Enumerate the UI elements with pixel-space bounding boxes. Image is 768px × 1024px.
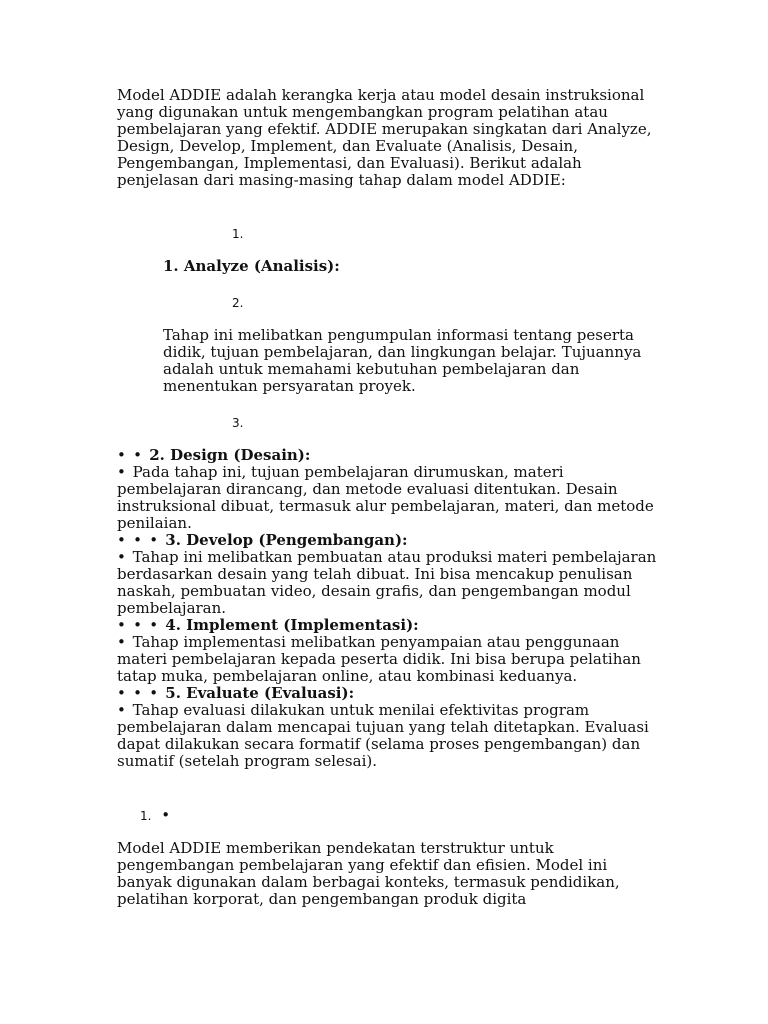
bullet: • — [117, 701, 126, 719]
bullet: • — [133, 531, 142, 549]
stage-body-implement — [117, 634, 657, 685]
closing-paragraph: Model ADDIE memberikan pendekatan terstruktur untuk pengembangan pembelajaran yang efektif dan efisien. Model ini banyak digunakan dalam berbagai konteks, termasuk pendidikan, pelatihan korporat, dan pengembangan produk digita — [117, 839, 620, 908]
stage-body-text: Tahap evaluasi dilakukan untuk menilai efektivitas program pembelajaran dalam mencapai tujuan yang telah ditetapkan. Evaluasi dapat dilakukan secara formatif (selama proses pengembangan) dan sumatif (setelah program selesai). — [117, 701, 649, 770]
stage-heading-implement — [117, 617, 657, 634]
list-number-2: 2. — [232, 296, 244, 310]
intro-paragraph: Model ADDIE adalah kerangka kerja atau model desain instruksional yang digunakan untuk mengembangkan program pelatihan atau pembelajaran yang efektif. ADDIE merupakan singkatan dari Analyze, Design, Develop, Implement, dan Evaluate (Analisis, Desain, Pengembangan, Implementasi, dan Evaluasi). Berikut adalah penjelasan dari masing-masing tahap dalam model ADDIE: — [117, 86, 652, 189]
stage-body-text: Tahap implementasi melibatkan penyampaian atau penggunaan materi pembelajaran kepada peserta didik. Ini bisa berupa pelatihan tatap muka, pembelajaran online, atau kombinasi keduanya. — [117, 633, 641, 685]
list-number-1: 1. — [232, 227, 244, 241]
stage-body-text: Tahap ini melibatkan pembuatan atau produksi materi pembelajaran berdasarkan desain yang telah dibuat. Ini bisa mencakup penulisan naskah, pembuatan video, desain grafis, dan pengembangan modul pembelajaran. — [117, 548, 657, 617]
bullet: • — [149, 531, 159, 549]
stage-heading-design — [117, 447, 657, 464]
bullet: • — [117, 446, 126, 464]
bullet: • — [117, 633, 126, 651]
bullet: • — [117, 684, 126, 702]
stage-body-text: Pada tahap ini, tujuan pembelajaran dirumuskan, materi pembelajaran dirancang, dan metode evaluasi ditentukan. Desain instruksional dibuat, termasuk alur pembelajaran, materi, dan metode penilaian. — [117, 463, 654, 532]
stage-body-develop — [117, 549, 657, 617]
analyze-body: Tahap ini melibatkan pengumpulan informasi tentang peserta didik, tujuan pembelajaran, dan lingkungan belajar. Tujuannya adalah untuk memahami kebutuhan pembelajaran dan menentukan persyaratan proyek. — [163, 326, 642, 395]
stage-heading-text: 4. Implement (Implementasi): — [165, 616, 419, 634]
bullet: • — [117, 616, 126, 634]
stage-heading-text: 2. Design (Desain): — [149, 446, 311, 464]
bullet: • — [149, 616, 159, 634]
stage-heading-evaluate — [117, 685, 657, 702]
stage-heading-text: 3. Develop (Pengembangan): — [165, 531, 408, 549]
bullet: • — [133, 616, 142, 634]
bullet: • — [133, 446, 142, 464]
bullet: • — [149, 684, 159, 702]
stages-list — [117, 447, 657, 770]
list-number-tail: 1. — [140, 809, 152, 823]
bullet: • — [161, 806, 171, 824]
analyze-heading: 1. Analyze (Analisis): — [163, 257, 340, 275]
bullet: • — [117, 463, 126, 481]
trailing-list-marker — [140, 807, 172, 824]
bullet: • — [117, 548, 126, 566]
bullet: • — [133, 684, 142, 702]
stage-heading-text: 5. Evaluate (Evaluasi): — [165, 684, 355, 702]
list-number-3: 3. — [232, 416, 244, 430]
stage-body-design — [117, 464, 657, 532]
bullet: • — [117, 531, 126, 549]
stage-heading-develop — [117, 532, 657, 549]
stage-body-evaluate — [117, 702, 657, 770]
